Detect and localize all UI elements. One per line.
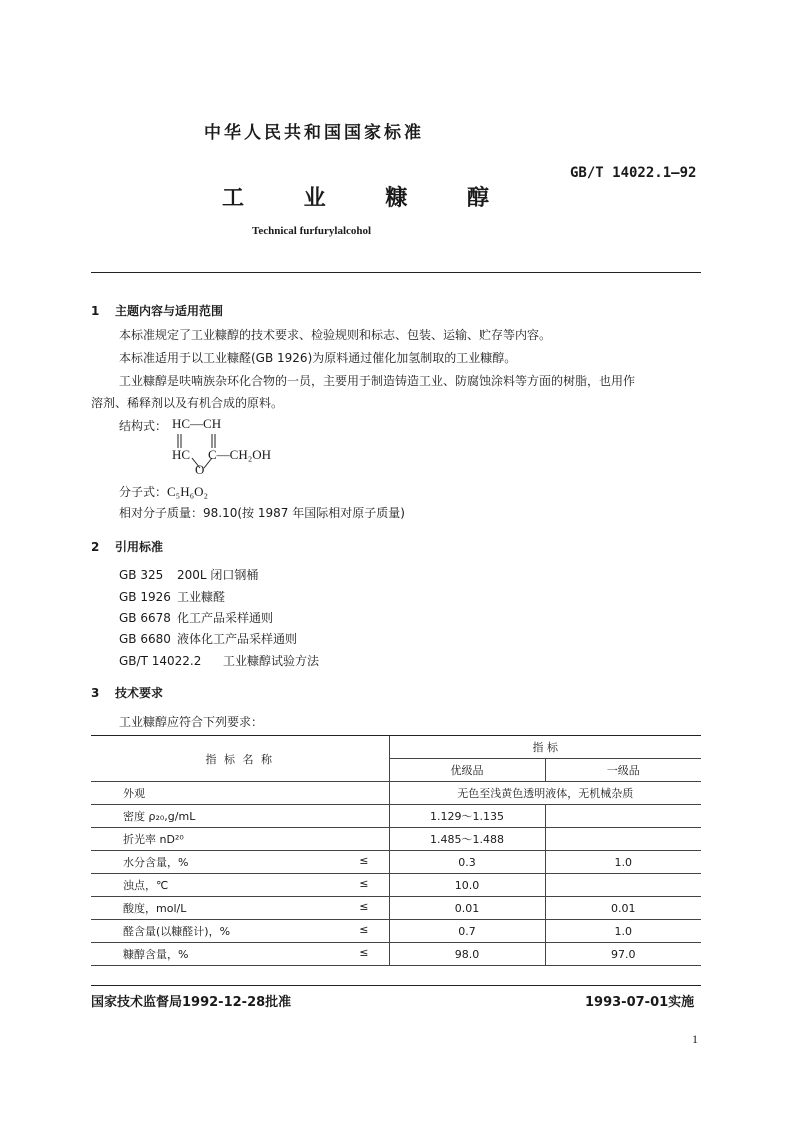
reference-name: 200L 闭口钢桶 [177,568,259,582]
approval-line: 国家技术监督局1992-12-28批准 [91,995,292,1010]
reference-name: 化工产品采样通则 [177,611,274,625]
row-value-premium: 0.7 [389,920,545,943]
row-value-first-grade: 97.0 [545,943,701,966]
reference-code: GB 1926 [119,590,171,604]
less-equal-symbol: ≤ [359,854,369,867]
row-value-premium: 0.01 [389,897,545,920]
national-standard-heading: 中华人民共和国国家标准 [204,123,424,143]
formula-label: 分子式： [119,485,168,499]
molar-mass-value: 98.10(按 1987 年国际相对原子质量) [203,506,405,520]
table-row [91,920,701,943]
reference-code: GB 6678 [119,611,171,625]
section-2-heading [91,538,163,555]
page-number: 1 [692,1032,698,1046]
paragraph-continuation: 溶剂、稀释剂以及有机合成的原料。 [91,396,284,410]
section-title: 主题内容与适用范围 [115,304,224,318]
row-name: 糠醇含量，% [91,943,337,966]
row-name: 醛含量(以糠醛计)，% [91,920,337,943]
table-row [91,851,701,874]
section-title: 技术要求 [115,686,164,700]
table-row [91,805,701,828]
specification-table [91,735,701,966]
molar-mass-line [119,503,405,523]
row-value-premium: 1.129～1.135 [389,805,545,828]
effective-date: 1993-07-01实施 [585,995,695,1010]
less-equal-symbol: ≤ [359,877,369,890]
row-value-first-grade [545,805,701,828]
section-number: 2 [91,540,100,554]
standard-code: GB/T 14022.1—92 [570,165,697,181]
structure-right-carbon: C—CH₂OH [208,447,272,462]
structure-oxygen: O [195,462,205,477]
reference-code: GB/T 14022.2 [119,654,202,668]
table-intro: 工业糠醇应符合下列要求： [119,715,264,729]
structure-left-carbon: HC [172,447,191,462]
row-name: 浊点，℃ [91,874,337,897]
section-number: 3 [91,686,100,700]
row-value-first-grade: 1.0 [545,851,701,874]
structure-top-row: HC—CH [172,416,222,431]
column-header-first-grade: 一级品 [545,759,701,782]
reference-name: 工业糠醛 [177,590,226,604]
reference-item [119,652,319,669]
table-header-row [91,736,701,759]
row-value-first-grade: 1.0 [545,920,701,943]
row-value-premium: 0.3 [389,851,545,874]
row-value-combined: 无色至浅黄色透明液体，无机械杂质 [389,782,701,805]
column-header-name: 指 标 名 称 [91,736,389,782]
paragraph: 本标准规定了工业糠醇的技术要求、检验规则和标志、包装、运输、贮存等内容。 [119,328,552,342]
paragraph: 工业糠醇是呋喃族杂环化合物的一员，主要用于制造铸造工业、防腐蚀涂料等方面的树脂，也用作 [119,374,636,388]
row-name: 水分含量，% [91,851,337,874]
paragraph: 本标准适用于以工业糠醛(GB 1926)为原料通过催化加氢制取的工业糠醇。 [119,351,517,365]
reference-item [119,588,225,605]
section-title: 引用标准 [115,540,164,554]
reference-item [119,566,258,583]
less-equal-symbol: ≤ [359,900,369,913]
section-3-heading [91,684,163,701]
molecular-formula: C₅H₆O₂ [167,484,209,499]
table-row [91,874,701,897]
reference-name: 液体化工产品采样通则 [177,632,298,646]
document-subtitle-en: Technical furfurylalcohol [252,225,372,237]
table-row [91,943,701,966]
row-value-premium: 1.485～1.488 [389,828,545,851]
row-name: 密度 ρ₂₀,g/mL [91,805,337,828]
row-name: 外观 [91,782,337,805]
column-header-premium: 优级品 [389,759,545,782]
table-row [91,782,701,805]
less-equal-symbol: ≤ [359,923,369,936]
row-name: 酸度，mol/L [91,897,337,920]
molar-mass-label: 相对分子质量： [119,506,204,520]
row-value-premium: 98.0 [389,943,545,966]
less-equal-symbol: ≤ [359,946,369,959]
reference-name: 工业糠醇试验方法 [223,654,320,668]
row-value-first-grade [545,874,701,897]
formula-line [119,482,208,502]
row-name: 折光率 nD²⁰ [91,828,337,851]
footer-rule [91,985,701,986]
reference-item [119,630,297,647]
table-row [91,897,701,920]
row-value-first-grade: 0.01 [545,897,701,920]
section-number: 1 [91,304,100,318]
structure-label: 结构式： [119,419,168,433]
section-1-heading [91,302,223,319]
reference-code: GB 6680 [119,632,171,646]
row-value-premium: 10.0 [389,874,545,897]
header-rule [91,272,701,273]
reference-code: GB 325 [119,568,164,582]
document-title: 工 业 糠 醇 [222,186,515,211]
table-row [91,828,701,851]
reference-item [119,609,273,626]
column-header-index: 指 标 [389,736,701,759]
row-value-first-grade [545,828,701,851]
